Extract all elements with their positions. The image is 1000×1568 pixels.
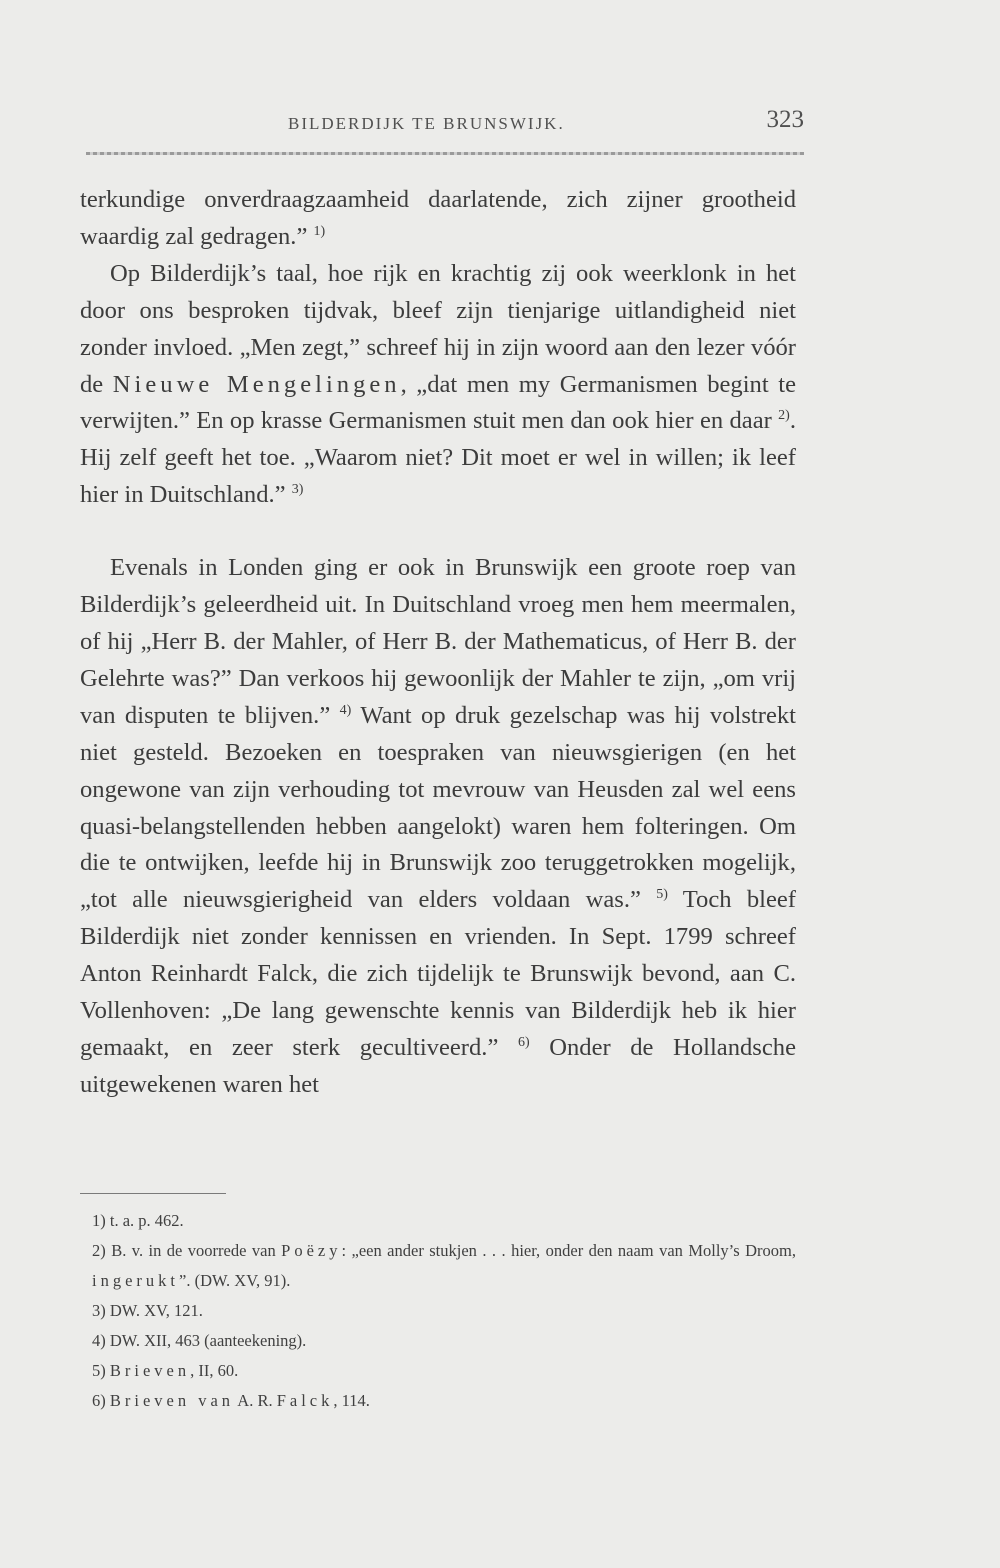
paragraph-3-text-a: Evenals in Londen ging er ook in Brunswijk een groote roep van Bilderdijk’s geleerdheid uit. In Duitschland vroeg men hem meermalen, of hij „Herr B. der Mahler, of Herr B. der Mathematicus, of Herr B. der Gelehrte was?” Dan verkoos hij gewoonlijk der Mahler te zijn, „om vrij van disputen te blijven.” [80,554,796,729]
paragraph-2-text-c: . Hij zelf geeft het toe. „Waarom niet? Dit moet er wel in willen; ik leef hier in Duitschland.” [80,407,796,509]
footnote-2-text-b: : „een ander stukjen . . . hier, onder den naam van Molly’s Droom, [341,1241,797,1260]
footnote-ref-1[interactable]: 1) [313,223,326,239]
footnote-ref-2[interactable]: 2) [778,408,790,424]
footnote-6-end: , 114. [333,1391,370,1410]
footnote-ref-3[interactable]: 3) [291,482,304,498]
paragraph-1 [80,182,796,256]
footnote-4: 4) DW. XII, 463 (aanteekening). [92,1331,307,1350]
footnote-2-text-c: ”. (DW. XV, 91). [179,1271,291,1290]
paragraph-3-text-c: Toch bleef Bilderdijk niet zonder kennissen en vrienden. In Sept. 1799 schreef Anton Reinhardt Falck, die zich tijdelijk te Brunswijk bevond, aan C. Vollenhoven: „De lang gewenschte kennis van Bilderdijk heb ik hier gemaakt, en zeer sterk gecultiveerd.” [80,886,796,1061]
footnote-6-spaced-brieven-van: Brieven van [109,1391,235,1410]
page-header [86,106,804,146]
footnote-5-num: 5) [92,1361,110,1380]
footnote-6-num: 6) [92,1391,110,1410]
paragraph-3-text-b: Want op druk gezelschap was hij volstrekt niet gesteld. Bezoeken en toespraken van nieuwsgierigen (en het ongewone van zijn verhouding tot mevrouw van Heusden zal wel eens quasi-belangstellenden hebben aangelokt) waren hem folteringen. Om die te ontwijken, leefde hij in Brunswijk zoo teruggetrokken mogelijk, „tot alle nieuwsgierigheid van elders voldaan was.” [80,701,796,914]
footnote-2-spaced-poezy: Poëzy [281,1241,342,1260]
paragraph-2-text-b: , „dat men my Germanismen begint te verwijten.” En op krasse Germanismen stuit men dan ook hier en daar [80,370,796,435]
paragraph-3 [80,550,796,1104]
page-number: 323 [766,106,804,133]
paragraph-3-text-d: Onder de Hollandsche uitgewekenen waren het [80,1033,796,1098]
body-text [80,182,796,1104]
footnote-2-text-a: 2) B. v. in de voorrede van [92,1241,282,1260]
header-rule [86,152,804,155]
footnote-2 [80,1236,796,1296]
footnote-rule [80,1193,226,1194]
footnote-6 [80,1386,796,1416]
footnote-6-spaced-falck: Falck [276,1391,334,1410]
footnote-ref-5[interactable]: 5) [656,887,668,903]
paragraph-2 [80,256,796,514]
footnote-ref-6[interactable]: 6) [517,1034,530,1050]
footnote-3: 3) DW. XV, 121. [92,1301,203,1320]
footnote-5 [80,1356,796,1386]
running-head: BILDERDIJK TE BRUNSWIJK. [288,114,565,133]
paragraph-1-text: terkundige onverdraagzaamheid daarlatende, zich zijner grootheid waardig zal gedragen.” [80,186,796,250]
footnotes [80,1206,796,1416]
footnote-1: 1) t. a. p. 462. [92,1211,184,1230]
footnote-5-spaced-brieven: Brieven [109,1361,191,1380]
footnote-2-spaced-ingerukt: ingerukt [92,1271,179,1290]
title-nieuwe-mengelingen: Nieuwe Mengelingen [112,370,401,398]
footnote-5-rest: , II, 60. [190,1361,239,1380]
paragraph-2-text-a: Op Bilderdijk’s taal, hoe rijk en krachtig zij ook weerklonk in het door ons besproken tijdvak, bleef zijn tienjarige uitlandigheid niet zonder invloed. „Men zegt,” schreef hij in zijn woord aan den lezer vóór de [80,259,796,398]
footnote-6-rest: A. R. [234,1391,277,1410]
footnote-ref-4[interactable]: 4) [339,702,352,718]
